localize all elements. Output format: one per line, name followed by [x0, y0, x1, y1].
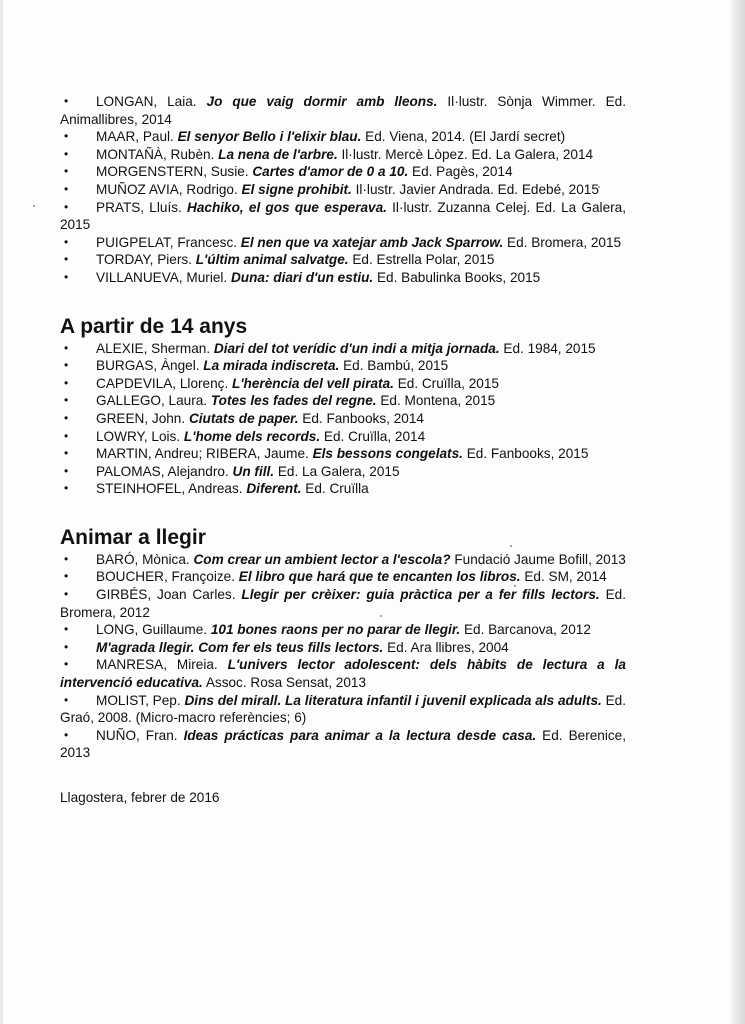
book-publication: Ed. Cruïlla, 2014 — [323, 428, 426, 444]
book-author: MOLIST, Pep. — [96, 692, 181, 708]
book-entry — [60, 410, 626, 428]
book-title: El senyor Bello i l'elixir blau. — [177, 129, 362, 145]
footer-place-date: Llagostera, febrer de 2016 — [60, 790, 220, 805]
book-entry — [60, 251, 626, 269]
book-publication: Ed. Estrella Polar, 2015 — [352, 252, 495, 268]
book-entry — [60, 128, 626, 146]
book-author: PALOMAS, Alejandro. — [96, 463, 229, 479]
book-publication: Ed. Bambú, 2015 — [343, 358, 449, 374]
book-author: MUÑOZ AVIA, Rodrigo. — [96, 181, 238, 197]
book-publication: Ed. Fanbooks, 2014 — [302, 410, 424, 426]
book-entry — [60, 357, 626, 375]
bullet-icon: • — [64, 587, 69, 602]
bullet-icon: • — [64, 639, 69, 654]
book-entry — [60, 146, 626, 164]
book-title: Cartes d'amor de 0 a 10. — [252, 164, 409, 180]
bullet-icon: • — [64, 146, 69, 161]
book-title: L'herència del vell pirata. — [232, 375, 394, 391]
bullet-icon: • — [64, 692, 69, 707]
book-title: 101 bones raons per no parar de llegir. — [210, 622, 461, 638]
scan-right-edge — [731, 0, 745, 1024]
book-author: STEINHOFEL, Andreas. — [96, 481, 243, 497]
book-title: Un fill. — [232, 463, 275, 479]
book-title: El nen que va xatejar amb Jack Sparrow. — [240, 234, 504, 250]
book-publication: Ed. Cruïlla — [305, 481, 369, 497]
book-publication: Ed. Bromera, 2012 — [60, 587, 627, 620]
book-entry — [60, 480, 626, 498]
book-title: Duna: diari d'un estiu. — [230, 269, 374, 285]
book-entry — [60, 269, 626, 287]
book-author: PRATS, Lluís. — [96, 199, 182, 215]
scan-left-edge — [0, 0, 3, 1024]
book-author: ALEXIE, Sherman. — [96, 340, 211, 356]
book-entry — [60, 234, 626, 252]
book-author: BOUCHER, Françoize. — [96, 569, 235, 585]
bullet-icon: • — [64, 94, 69, 108]
book-author: PUIGPELAT, Francesc. — [96, 234, 238, 250]
book-publication: Il·lustr. Mercè Lòpez. Ed. La Galera, 2014 — [341, 146, 594, 162]
bullet-icon: • — [64, 657, 69, 672]
book-entry — [60, 392, 626, 410]
book-author: BURGAS, Àngel. — [96, 358, 200, 374]
bullet-icon: • — [64, 428, 69, 443]
book-publication: Ed. Cruïlla, 2015 — [397, 375, 499, 391]
book-publication: Fundació Jaume Bofill, 2013 — [454, 551, 626, 567]
book-title: L'últim animal salvatge. — [195, 252, 349, 268]
book-author: GREEN, John. — [96, 410, 186, 426]
book-publication: Il·lustr. Javier Andrada. Ed. Edebé, 2015 — [355, 181, 599, 197]
book-author: VILLANUEVA, Muriel. — [96, 269, 228, 285]
bullet-icon: • — [64, 569, 69, 584]
book-entry — [60, 340, 626, 358]
scan-speck — [33, 205, 35, 207]
book-author: LONGAN, Laia. — [96, 94, 197, 109]
book-list — [60, 93, 626, 287]
bullet-icon: • — [64, 129, 69, 144]
book-author: MANRESA, Mireia. — [96, 657, 218, 673]
book-title: Diari del tot verídic d'un indi a mitja jornada. — [213, 340, 500, 356]
bullet-icon: • — [64, 551, 69, 566]
book-entry — [60, 568, 626, 586]
bullet-icon: • — [64, 622, 69, 637]
book-entry — [60, 163, 626, 181]
book-author: TORDAY, Piers. — [96, 252, 192, 268]
book-title: L'univers lector adolescent: dels hàbits de lectura a la intervenció educativa. — [60, 657, 626, 691]
book-title: Com crear un ambient lector a l'escola? — [193, 551, 451, 567]
book-entry — [60, 445, 626, 463]
book-entry — [60, 692, 626, 727]
book-author: MORGENSTERN, Susie. — [96, 164, 249, 180]
bullet-icon: • — [64, 375, 69, 390]
book-title: Ideas prácticas para animar a la lectura desde casa. — [183, 727, 537, 743]
book-title: Totes les fades del regne. — [210, 393, 377, 409]
book-entry — [60, 181, 626, 199]
book-entry — [60, 428, 626, 446]
bullet-icon: • — [64, 358, 69, 373]
book-entry — [60, 727, 626, 762]
book-publication: Ed. Graó, 2008. (Micro-macro referències; 6) — [60, 692, 626, 726]
book-author: GIRBÉS, Joan Carles. — [96, 587, 236, 603]
book-title: La nena de l'arbre. — [218, 146, 338, 162]
bullet-icon: • — [64, 463, 69, 478]
bullet-icon: • — [64, 340, 69, 355]
book-title: M'agrada llegir. Com fer els teus fills lectors. — [96, 639, 384, 655]
document-body — [60, 93, 626, 807]
book-publication: Ed. La Galera, 2015 — [277, 463, 400, 479]
bullet-icon: • — [64, 164, 69, 179]
book-title: Jo que vaig dormir amb lleons. — [206, 94, 438, 109]
book-author: GALLEGO, Laura. — [96, 393, 208, 409]
book-publication: Il·lustr. Sònja Wimmer. Ed. Animallibres, 2014 — [60, 94, 626, 127]
section-2 — [60, 525, 626, 762]
book-entry — [60, 551, 626, 569]
book-list — [60, 551, 626, 762]
book-publication: Ed. Viena, 2014. (El Jardí secret) — [365, 129, 566, 145]
book-publication: Ed. Bromera, 2015 — [507, 234, 622, 250]
bullet-icon: • — [64, 446, 69, 461]
book-entry — [60, 199, 626, 234]
book-title: Llegir per crèixer: guia pràctica per a fer fills lectors. — [241, 587, 600, 603]
book-entry — [60, 375, 626, 393]
section-heading: A partir de 14 anys — [60, 314, 248, 338]
book-author: MARTIN, Andreu; RIBERA, Jaume. — [96, 446, 309, 462]
section-1 — [60, 314, 626, 498]
book-author: CAPDEVILA, Llorenç. — [96, 375, 229, 391]
book-author: MONTAÑÀ, Rubèn. — [96, 146, 215, 162]
book-publication: Ed. SM, 2014 — [524, 569, 607, 585]
book-publication: Il·lustr. Zuzanna Celej. Ed. La Galera, 2015 — [60, 199, 627, 233]
bullet-icon: • — [64, 234, 69, 249]
book-entry — [60, 93, 626, 128]
book-title: Els bessons congelats. — [312, 446, 463, 462]
bullet-icon: • — [64, 727, 69, 742]
book-entry — [60, 621, 626, 639]
section-0 — [60, 93, 626, 287]
book-author: NUÑO, Fran. — [96, 727, 178, 743]
book-publication: Ed. Montena, 2015 — [380, 393, 496, 409]
bullet-icon: • — [64, 199, 69, 214]
book-list — [60, 340, 626, 498]
book-entry — [60, 586, 626, 621]
book-publication: Ed. Barcanova, 2012 — [463, 622, 591, 638]
bullet-icon: • — [64, 252, 69, 267]
bullet-icon: • — [64, 181, 69, 196]
book-publication: Ed. Fanbooks, 2015 — [466, 446, 589, 462]
book-author: MAAR, Paul. — [96, 129, 174, 145]
book-title: Ciutats de paper. — [188, 410, 299, 426]
book-title: Diferent. — [246, 481, 302, 497]
book-author: LONG, Guillaume. — [96, 622, 208, 638]
book-title: El libro que hará que te encanten los libros. — [238, 569, 521, 585]
book-title: L'home dels records. — [183, 428, 321, 444]
book-publication: Ed. Berenice, 2013 — [60, 727, 627, 761]
book-title: La mirada indiscreta. — [203, 358, 340, 374]
book-author: LOWRY, Lois. — [96, 428, 181, 444]
book-publication: Ed. Pagès, 2014 — [412, 164, 513, 180]
book-publication: Ed. 1984, 2015 — [503, 340, 596, 356]
book-title: Dins del mirall. La literatura infantil i juvenil explicada als adults. — [184, 692, 602, 708]
book-entry — [60, 656, 626, 691]
book-publication: Ed. Ara llibres, 2004 — [387, 639, 509, 655]
book-publication: Assoc. Rosa Sensat, 2013 — [205, 675, 367, 691]
book-title: Hachiko, el gos que esperava. — [187, 199, 387, 215]
book-author: BARÓ, Mònica. — [96, 551, 190, 567]
section-heading: Animar a llegir — [60, 525, 206, 549]
book-publication: Ed. Babulinka Books, 2015 — [376, 269, 541, 285]
bullet-icon: • — [64, 481, 69, 496]
book-title: El signe prohibit. — [241, 181, 352, 197]
book-entry — [60, 463, 626, 481]
bullet-icon: • — [64, 393, 69, 408]
bullet-icon: • — [64, 269, 69, 284]
book-entry — [60, 639, 626, 657]
bullet-icon: • — [64, 410, 69, 425]
